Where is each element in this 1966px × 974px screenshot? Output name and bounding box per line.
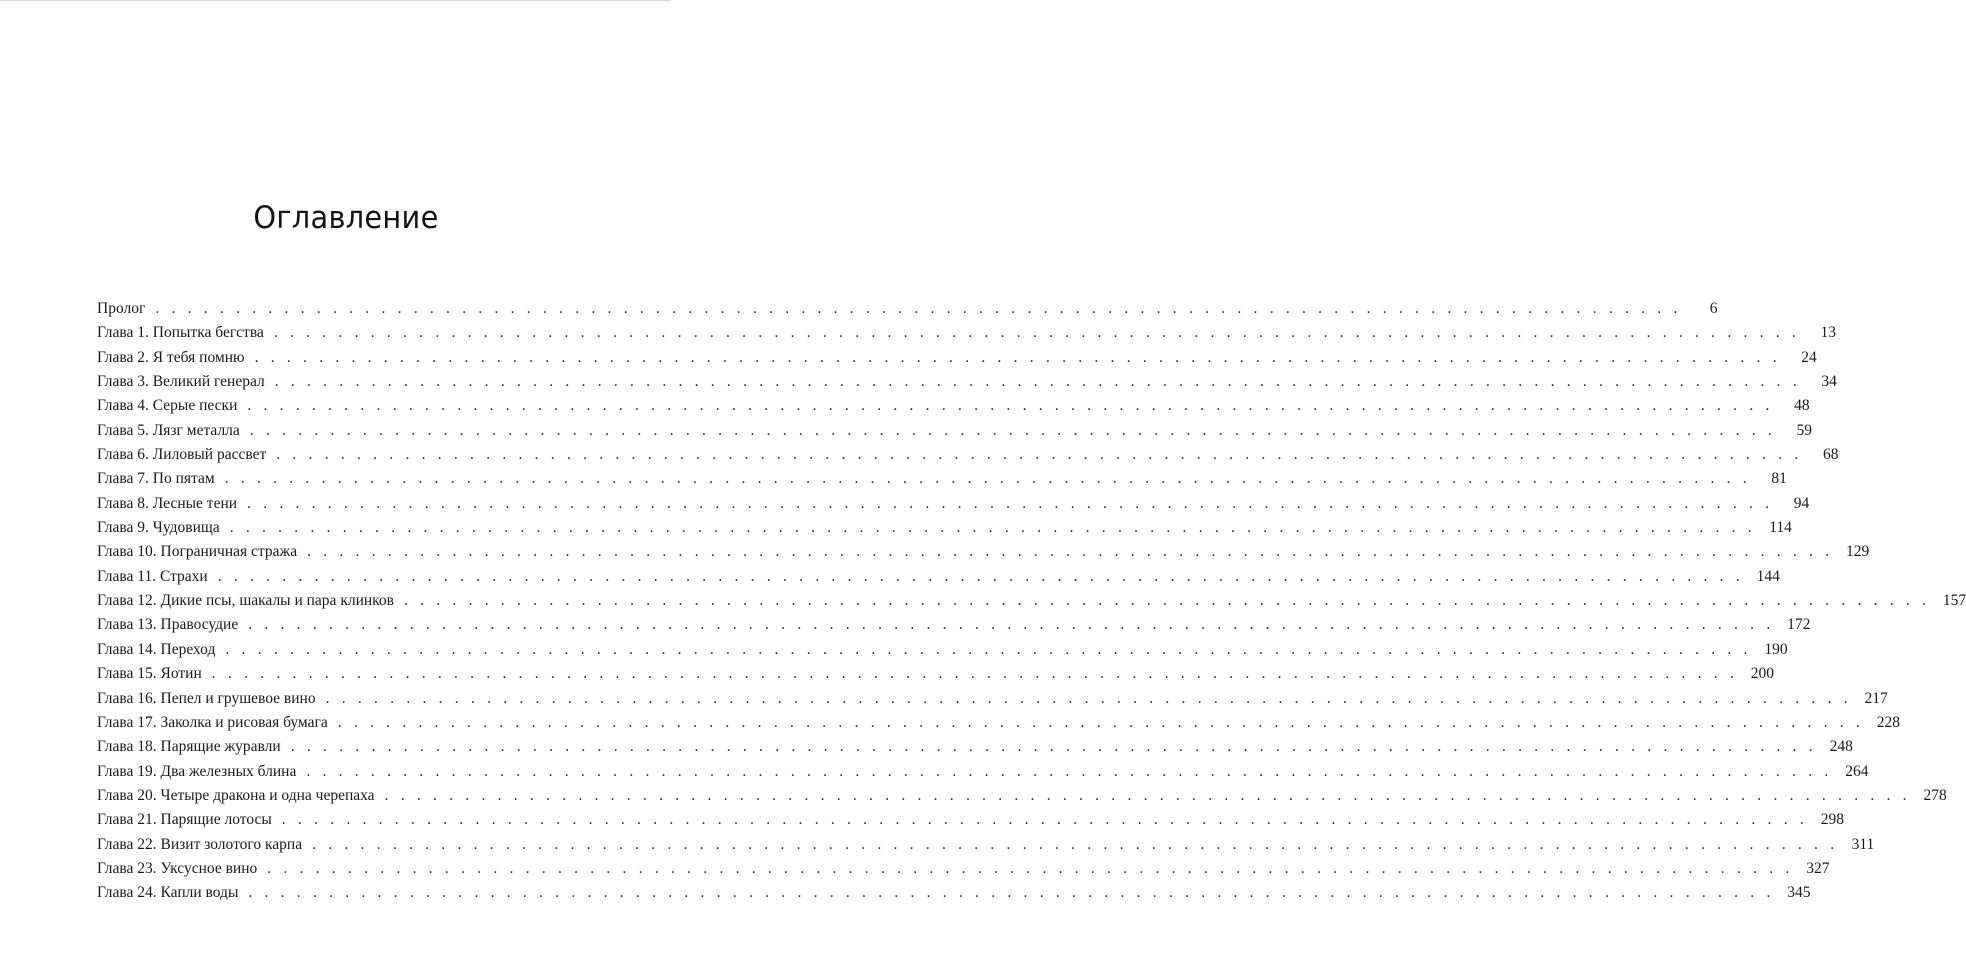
toc-entry <box>97 638 1788 662</box>
toc-entry-page: 24 <box>1801 348 1817 366</box>
toc-entry <box>97 394 1810 418</box>
toc-entry <box>97 516 1792 540</box>
toc-entry-page: 200 <box>1750 665 1774 683</box>
toc-entry-page: 94 <box>1793 494 1810 512</box>
toc-entry <box>97 540 1870 564</box>
toc-dot-leader: . . . . . . . . . . . . . . . . . . . . . . . . . . . . . . . . . . . . . . . . . . . . . . . . . . . . . . . . . . . . . . . . . . . . . . . . . . . . . . . . . . . . . . . . . . . . . . . <box>217 567 1744 585</box>
toc-entry-page: 228 <box>1876 713 1900 731</box>
toc-entry <box>97 370 1837 394</box>
toc-entry-page: 59 <box>1796 421 1812 439</box>
toc-dot-leader: . . . . . . . . . . . . . . . . . . . . . . . . . . . . . . . . . . . . . . . . . . . . . . . . . . . . . . . . . . . . . . . . . . . . . . . . . . . . . . . . . . . . . . . . . . . . . . . <box>267 859 1794 877</box>
toc-entry-label: Глава 2. Я тебя помню <box>97 348 245 366</box>
toc-dot-leader: . . . . . . . . . . . . . . . . . . . . . . . . . . . . . . . . . . . . . . . . . . . . . . . . . . . . . . . . . . . . . . . . . . . . . . . . . . . . . . . . . . . . . . . . . . . . . . . <box>276 446 1803 464</box>
toc-entry-label: Глава 6. Лиловый рассвет <box>97 446 267 464</box>
toc-entry-page: 68 <box>1822 446 1839 464</box>
toc-entry-page: 48 <box>1794 397 1810 415</box>
toc-dot-leader: . . . . . . . . . . . . . . . . . . . . . . . . . . . . . . . . . . . . . . . . . . . . . . . . . . . . . . . . . . . . . . . . . . . . . . . . . . . . . . . . . . . . . . . . . . . . . . . <box>312 835 1839 853</box>
toc-dot-leader: . . . . . . . . . . . . . . . . . . . . . . . . . . . . . . . . . . . . . . . . . . . . . . . . . . . . . . . . . . . . . . . . . . . . . . . . . . . . . . . . . . . . . . . . . . . . . . . <box>249 421 1776 439</box>
toc-entry-page: 278 <box>1923 786 1947 804</box>
toc-entry-page: 298 <box>1820 811 1844 829</box>
toc-entry-label: Глава 19. Два железных блина <box>97 762 297 780</box>
toc-entry-page: 114 <box>1769 519 1792 537</box>
toc-entry-page: 157 <box>1942 592 1966 610</box>
toc-entry-label: Глава 1. Попытка бегства <box>97 324 264 342</box>
toc-entry <box>97 833 1875 857</box>
toc-entry-label: Глава 17. Заколка и рисовая бумага <box>97 713 328 731</box>
table-of-contents <box>97 297 1966 906</box>
toc-dot-leader: . . . . . . . . . . . . . . . . . . . . . . . . . . . . . . . . . . . . . . . . . . . . . . . . . . . . . . . . . . . . . . . . . . . . . . . . . . . . . . . . . . . . . . . . . . . . . . . <box>307 543 1834 561</box>
toc-entry-label: Глава 12. Дикие псы, шакалы и пара клинков <box>97 592 394 610</box>
toc-dot-leader: . . . . . . . . . . . . . . . . . . . . . . . . . . . . . . . . . . . . . . . . . . . . . . . . . . . . . . . . . . . . . . . . . . . . . . . . . . . . . . . . . . . . . . . . . . . . . . . <box>274 373 1801 391</box>
toc-entry-page: 81 <box>1771 470 1787 488</box>
toc-dot-leader: . . . . . . . . . . . . . . . . . . . . . . . . . . . . . . . . . . . . . . . . . . . . . . . . . . . . . . . . . . . . . . . . . . . . . . . . . . . . . . . . . . . . . . . . . . . . . . . <box>290 738 1817 756</box>
toc-entry <box>97 613 1811 637</box>
toc-entry-page: 217 <box>1864 689 1888 707</box>
toc-entry <box>97 857 1830 881</box>
toc-entry-label: Глава 24. Капли воды <box>97 884 239 902</box>
toc-entry <box>97 662 1774 686</box>
toc-entry-label: Глава 20. Четыре дракона и одна черепаха <box>97 786 375 804</box>
toc-entry <box>97 589 1966 613</box>
toc-entry-label: Глава 4. Серые пески <box>97 397 238 415</box>
toc-dot-leader: . . . . . . . . . . . . . . . . . . . . . . . . . . . . . . . . . . . . . . . . . . . . . . . . . . . . . . . . . . . . . . . . . . . . . . . . . . . . . . . . . . . . . . . . . . . . . . . <box>211 665 1738 683</box>
toc-entry <box>97 687 1888 711</box>
toc-entry-label: Глава 3. Великий генерал <box>97 373 265 391</box>
toc-entry-label: Глава 7. По пятам <box>97 470 215 488</box>
toc-title: Оглавление <box>253 200 439 236</box>
toc-entry <box>97 443 1839 467</box>
toc-entry-page: 13 <box>1820 324 1837 342</box>
toc-entry-page: 129 <box>1846 543 1870 561</box>
toc-dot-leader: . . . . . . . . . . . . . . . . . . . . . . . . . . . . . . . . . . . . . . . . . . . . . . . . . . . . . . . . . . . . . . . . . . . . . . . . . . . . . . . . . . . . . . . . . . . . . . . <box>247 397 1774 415</box>
toc-dot-leader: . . . . . . . . . . . . . . . . . . . . . . . . . . . . . . . . . . . . . . . . . . . . . . . . . . . . . . . . . . . . . . . . . . . . . . . . . . . . . . . . . . . . . . . . . . . . . . . <box>281 811 1808 829</box>
toc-entry <box>97 297 1718 321</box>
toc-dot-leader: . . . . . . . . . . . . . . . . . . . . . . . . . . . . . . . . . . . . . . . . . . . . . . . . . . . . . . . . . . . . . . . . . . . . . . . . . . . . . . . . . . . . . . . . . . . . . . . <box>254 348 1781 366</box>
toc-entry-label: Глава 14. Переход <box>97 640 216 658</box>
toc-entry-page: 6 <box>1709 300 1718 317</box>
toc-entry <box>97 808 1844 832</box>
toc-dot-leader: . . . . . . . . . . . . . . . . . . . . . . . . . . . . . . . . . . . . . . . . . . . . . . . . . . . . . . . . . . . . . . . . . . . . . . . . . . . . . . . . . . . . . . . . . . . . . . . <box>247 494 1774 512</box>
toc-dot-leader: . . . . . . . . . . . . . . . . . . . . . . . . . . . . . . . . . . . . . . . . . . . . . . . . . . . . . . . . . . . . . . . . . . . . . . . . . . . . . . . . . . . . . . . . . . . . . . . <box>337 713 1864 731</box>
toc-entry-label: Глава 8. Лесные тени <box>97 494 238 512</box>
page-top-edge <box>0 0 671 1</box>
toc-entry-label: Глава 10. Пограничная стража <box>97 543 298 561</box>
toc-entry-page: 264 <box>1845 762 1869 780</box>
toc-entry-label: Глава 9. Чудовища <box>97 519 220 537</box>
toc-entry <box>97 419 1812 443</box>
toc-entry-page: 311 <box>1851 835 1875 853</box>
toc-entry <box>97 346 1817 370</box>
toc-entry-label: Глава 22. Визит золотого карпа <box>97 835 303 853</box>
toc-entry <box>97 711 1900 735</box>
toc-entry-page: 345 <box>1787 884 1811 902</box>
toc-dot-leader: . . . . . . . . . . . . . . . . . . . . . . . . . . . . . . . . . . . . . . . . . . . . . . . . . . . . . . . . . . . . . . . . . . . . . . . . . . . . . . . . . . . . . . . . . . . . . . . <box>325 689 1852 707</box>
toc-dot-leader: . . . . . . . . . . . . . . . . . . . . . . . . . . . . . . . . . . . . . . . . . . . . . . . . . . . . . . . . . . . . . . . . . . . . . . . . . . . . . . . . . . . . . . . . . . . . . . . <box>273 324 1801 342</box>
toc-entry <box>97 735 1853 759</box>
toc-entry <box>97 565 1780 589</box>
toc-entry <box>97 784 1947 808</box>
toc-dot-leader: . . . . . . . . . . . . . . . . . . . . . . . . . . . . . . . . . . . . . . . . . . . . . . . . . . . . . . . . . . . . . . . . . . . . . . . . . . . . . . . . . . . . . . . . . . . . . . . <box>248 884 1775 902</box>
toc-entry-label: Глава 11. Страхи <box>97 567 208 585</box>
toc-entry-label: Пролог <box>97 300 146 317</box>
toc-entry <box>97 492 1810 516</box>
toc-dot-leader: . . . . . . . . . . . . . . . . . . . . . . . . . . . . . . . . . . . . . . . . . . . . . . . . . . . . . . . . . . . . . . . . . . . . . . . . . . . . . . . . . . . . . . . . . . . . . . . <box>403 592 1931 610</box>
toc-entry-page: 190 <box>1764 640 1788 658</box>
toc-entry-label: Глава 16. Пепел и грушевое вино <box>97 689 316 707</box>
toc-entry-label: Глава 15. Яотин <box>97 665 202 683</box>
toc-entry <box>97 881 1811 905</box>
toc-entry-label: Глава 18. Парящие журавли <box>97 738 281 756</box>
toc-entry <box>97 760 1869 784</box>
toc-entry-page: 34 <box>1821 373 1837 391</box>
toc-entry <box>97 467 1787 491</box>
toc-dot-leader: . . . . . . . . . . . . . . . . . . . . . . . . . . . . . . . . . . . . . . . . . . . . . . . . . . . . . . . . . . . . . . . . . . . . . . . . . . . . . . . . . . . . . . . . . . . . . . . <box>384 786 1911 804</box>
toc-entry-label: Глава 5. Лязг металла <box>97 421 240 439</box>
toc-entry <box>97 321 1837 345</box>
toc-dot-leader: . . . . . . . . . . . . . . . . . . . . . . . . . . . . . . . . . . . . . . . . . . . . . . . . . . . . . . . . . . . . . . . . . . . . . . . . . . . . . . . . . . . . . . . . . . . . . . . <box>229 519 1756 537</box>
toc-dot-leader: . . . . . . . . . . . . . . . . . . . . . . . . . . . . . . . . . . . . . . . . . . . . . . . . . . . . . . . . . . . . . . . . . . . . . . . . . . . . . . . . . . . . . . . . . . . . . . . <box>225 640 1752 658</box>
toc-dot-leader: . . . . . . . . . . . . . . . . . . . . . . . . . . . . . . . . . . . . . . . . . . . . . . . . . . . . . . . . . . . . . . . . . . . . . . . . . . . . . . . . . . . . . . . . . . . . . . . <box>306 762 1833 780</box>
toc-entry-label: Глава 13. Правосудие <box>97 616 239 634</box>
toc-dot-leader: . . . . . . . . . . . . . . . . . . . . . . . . . . . . . . . . . . . . . . . . . . . . . . . . . . . . . . . . . . . . . . . . . . . . . . . . . . . . . . . . . . . . . . . . . . . . . . . <box>248 616 1775 634</box>
toc-dot-leader: . . . . . . . . . . . . . . . . . . . . . . . . . . . . . . . . . . . . . . . . . . . . . . . . . . . . . . . . . . . . . . . . . . . . . . . . . . . . . . . . . . . . . . . . . . . . . . . <box>224 470 1751 488</box>
toc-dot-leader: . . . . . . . . . . . . . . . . . . . . . . . . . . . . . . . . . . . . . . . . . . . . . . . . . . . . . . . . . . . . . . . . . . . . . . . . . . . . . . . . . . . . . . . . . . . . . . . <box>155 300 1682 317</box>
toc-entry-page: 248 <box>1829 738 1853 756</box>
toc-entry-page: 144 <box>1756 567 1780 585</box>
toc-entry-page: 172 <box>1787 616 1811 634</box>
toc-entry-label: Глава 21. Парящие лотосы <box>97 811 272 829</box>
toc-entry-label: Глава 23. Уксусное вино <box>97 859 258 877</box>
toc-entry-page: 327 <box>1806 859 1830 877</box>
